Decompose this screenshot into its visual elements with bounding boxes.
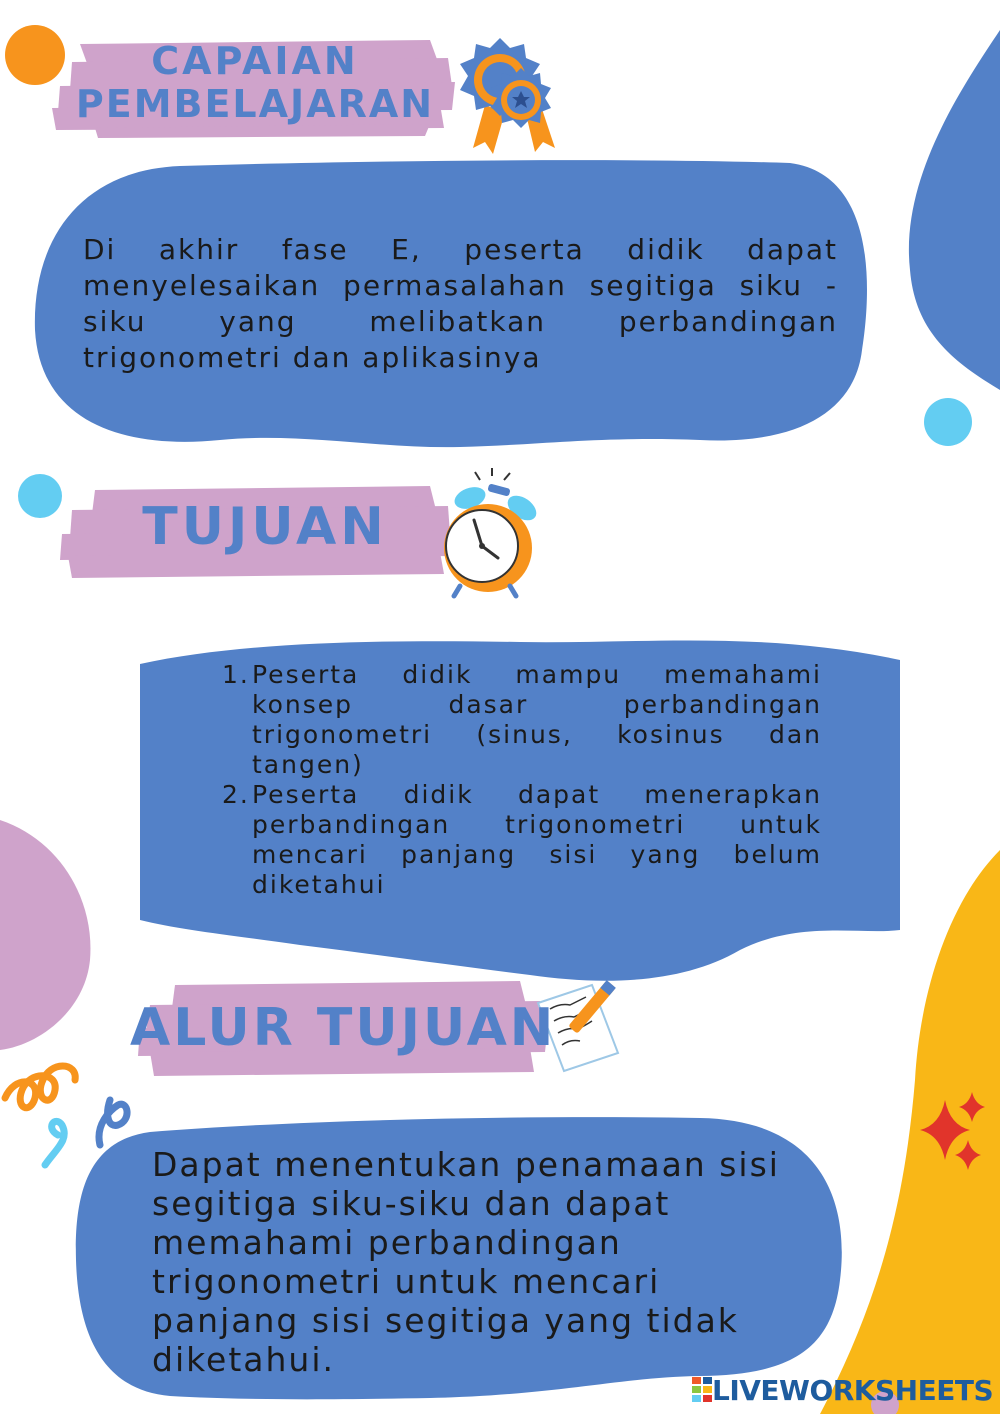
list-item-text: Peserta didik mampu memahami konsep dasar perbandingan trigonometri (sinus, kosinus dan tangen) bbox=[252, 660, 822, 779]
capaian-text: Di akhir fase E, peserta didik dapat menyelesaikan permasalahan segitiga siku - siku yang melibatkan perbandingan trigonometri dan aplikasinya bbox=[83, 233, 838, 374]
list-item-text: Peserta didik dapat menerapkan perbandingan trigonometri untuk mencari panjang sisi yang belum diketahui bbox=[252, 780, 822, 899]
brand-text: LIVEWORKSHEETS bbox=[712, 1373, 994, 1407]
capaian-heading bbox=[70, 40, 440, 126]
alarm-clock-icon bbox=[430, 468, 555, 603]
tujuan-heading bbox=[100, 496, 430, 558]
alur-content bbox=[152, 1145, 802, 1379]
tujuan-list bbox=[222, 660, 822, 900]
list-item-number: 2. bbox=[222, 780, 250, 809]
list-item bbox=[222, 660, 822, 780]
capaian-title-line2: PEMBELAJARAN bbox=[75, 82, 435, 126]
liveworksheets-logo bbox=[692, 1372, 993, 1408]
capaian-title-line1: CAPAIAN bbox=[151, 39, 359, 83]
alur-heading bbox=[130, 996, 560, 1060]
liveworksheets-logo-icon bbox=[692, 1377, 712, 1403]
award-badge-icon bbox=[455, 30, 565, 160]
tujuan-title: TUJUAN bbox=[142, 497, 388, 557]
alur-text: Dapat menentukan penamaan sisi segitiga siku-siku dan dapat memahami perbandingan trigonometri untuk mencari panjang sisi segitiga yang tidak diketahui. bbox=[152, 1145, 780, 1379]
list-item bbox=[222, 780, 822, 900]
list-item-number: 1. bbox=[222, 660, 250, 689]
alur-title: ALUR TUJUAN bbox=[130, 998, 557, 1058]
tujuan-content bbox=[222, 660, 822, 900]
capaian-content bbox=[83, 232, 838, 376]
